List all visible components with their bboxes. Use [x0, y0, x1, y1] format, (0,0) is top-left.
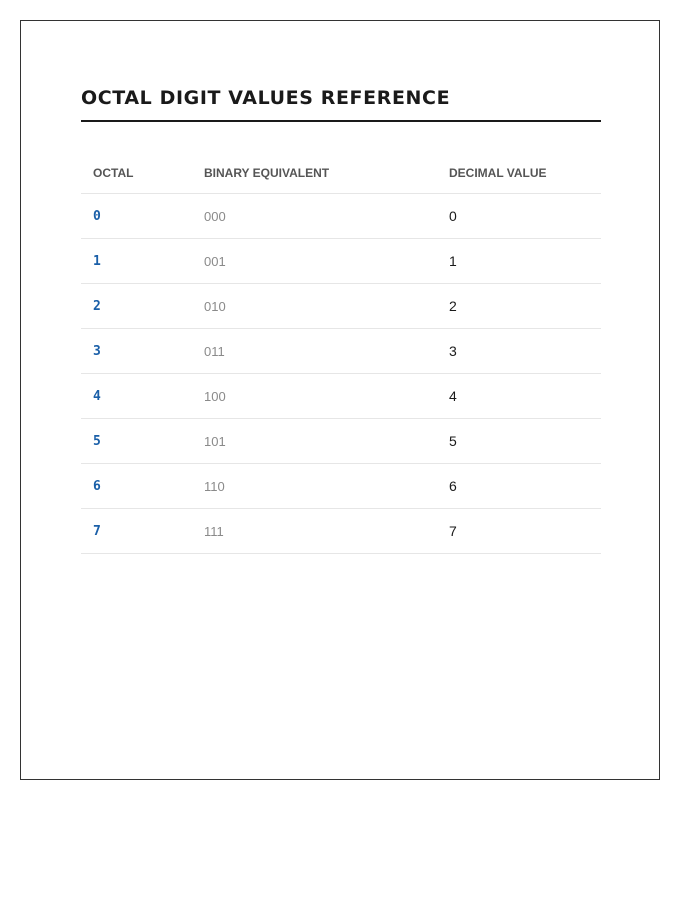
- octal-reference-table: [81, 153, 601, 554]
- octal-cell: 5: [81, 419, 192, 464]
- octal-cell: 2: [81, 284, 192, 329]
- decimal-cell: 5: [437, 419, 601, 464]
- header-octal: OCTAL: [81, 153, 192, 194]
- octal-cell: 1: [81, 239, 192, 284]
- octal-cell: 3: [81, 329, 192, 374]
- document-page: [20, 20, 660, 780]
- octal-cell: 4: [81, 374, 192, 419]
- binary-cell: 111: [192, 509, 437, 554]
- decimal-cell: 2: [437, 284, 601, 329]
- table-row: [81, 374, 601, 419]
- binary-cell: 101: [192, 419, 437, 464]
- table-row: [81, 464, 601, 509]
- table-row: [81, 329, 601, 374]
- octal-cell: 6: [81, 464, 192, 509]
- binary-cell: 010: [192, 284, 437, 329]
- table-row: [81, 419, 601, 464]
- binary-cell: 110: [192, 464, 437, 509]
- binary-cell: 001: [192, 239, 437, 284]
- decimal-cell: 3: [437, 329, 601, 374]
- table-row: [81, 509, 601, 554]
- header-binary-equivalent: BINARY EQUIVALENT: [192, 153, 437, 194]
- page-title: OCTAL DIGIT VALUES REFERENCE: [81, 85, 601, 122]
- decimal-cell: 1: [437, 239, 601, 284]
- table-header-row: [81, 153, 601, 194]
- table-row: [81, 194, 601, 239]
- table-row: [81, 239, 601, 284]
- octal-cell: 7: [81, 509, 192, 554]
- header-decimal-value: DECIMAL VALUE: [437, 153, 601, 194]
- table-row: [81, 284, 601, 329]
- binary-cell: 011: [192, 329, 437, 374]
- decimal-cell: 6: [437, 464, 601, 509]
- binary-cell: 100: [192, 374, 437, 419]
- octal-cell: 0: [81, 194, 192, 239]
- binary-cell: 000: [192, 194, 437, 239]
- decimal-cell: 4: [437, 374, 601, 419]
- decimal-cell: 0: [437, 194, 601, 239]
- decimal-cell: 7: [437, 509, 601, 554]
